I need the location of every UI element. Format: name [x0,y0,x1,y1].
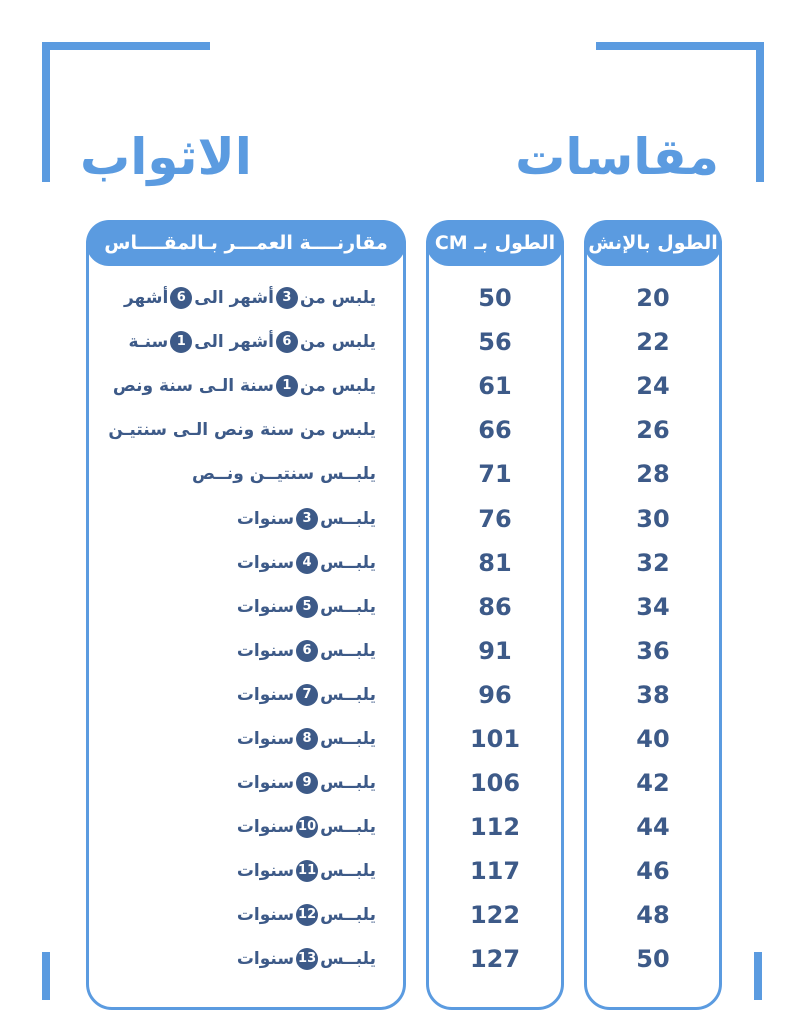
age-text [100,772,376,794]
age-text [100,684,376,706]
cm-row [426,805,564,849]
age-text [100,552,376,574]
age-segment: يلبــس [320,905,376,926]
cm-row [426,717,564,761]
cm-value: 122 [469,901,521,930]
frame-right-top [756,42,764,182]
age-segment: سنوات [236,861,295,882]
age-text [100,287,376,309]
frame-top-left [42,42,210,50]
age-segment: سنوات [236,817,295,838]
cm-rows [426,276,564,982]
age-text [100,508,376,530]
age-row [100,276,376,320]
age-row [100,585,376,629]
cm-value: 96 [478,680,512,709]
age-segment: سنوات [236,640,295,661]
cm-row [426,849,564,893]
age-segment: سنوات [236,508,295,529]
inch-value: 40 [636,724,670,753]
number-badge: 6 [170,287,192,309]
number-badge: 11 [296,860,318,882]
inch-row [584,717,722,761]
inch-row [584,408,722,452]
inch-row [584,364,722,408]
frame-left-bottom [42,952,50,1000]
age-segment: سنة الـى سنة ونص [112,376,274,397]
age-segment: يلبــس [320,596,376,617]
age-segment: يلبس من [299,288,376,309]
age-segment: يلبس من [299,332,376,353]
age-segment: يلبــس [320,817,376,838]
number-badge: 7 [296,684,318,706]
cm-row [426,276,564,320]
age-segment: يلبــس [320,552,376,573]
inch-rows [584,276,722,982]
cm-row [426,629,564,673]
age-segment: يلبــس سنتيــن ونــص [192,464,376,485]
inch-row [584,893,722,937]
age-text [100,904,376,926]
age-row [100,673,376,717]
age-text [100,860,376,882]
age-row [100,761,376,805]
cm-row [426,761,564,805]
number-badge: 6 [296,640,318,662]
age-row [100,364,376,408]
cm-value: 50 [478,284,512,313]
inch-value: 20 [636,284,670,313]
cm-row [426,541,564,585]
age-text [100,640,376,662]
number-badge: 12 [296,904,318,926]
age-segment: يلبــس [320,949,376,970]
cm-value: 76 [478,504,512,533]
age-segment: أشهر الى [194,332,274,353]
age-row [100,629,376,673]
age-row [100,893,376,937]
age-segment: يلبــس [320,861,376,882]
inch-value: 36 [636,636,670,665]
age-segment: أشهر الى [194,288,274,309]
frame-right-bottom [754,952,762,1000]
inch-value: 32 [636,548,670,577]
age-segment: يلبس من [299,376,376,397]
age-row [100,408,376,452]
number-badge: 13 [296,948,318,970]
cm-row [426,937,564,981]
age-segment: سنوات [236,773,295,794]
number-badge: 3 [296,508,318,530]
age-text [100,331,376,353]
age-segment: يلبــس [320,684,376,705]
age-segment: سنوات [236,596,295,617]
cm-value: 127 [469,945,521,974]
age-segment: يلبس من سنة ونص الـى سنتيـن [108,420,376,441]
cm-row [426,408,564,452]
age-text [100,375,376,397]
title-garments: الاثواب [80,128,252,186]
title-sizes: مقاسات [515,128,719,186]
age-row [100,717,376,761]
cm-row [426,320,564,364]
inch-row [584,673,722,717]
inch-column-header: الطول بالإنش [584,220,722,266]
cm-row [426,452,564,496]
cm-value: 71 [478,460,512,489]
inch-value: 28 [636,460,670,489]
inch-row [584,629,722,673]
age-segment: سنوات [236,905,295,926]
inch-value: 30 [636,504,670,533]
age-row [100,849,376,893]
inch-value: 38 [636,680,670,709]
cm-column-header: الطول بـ CM [426,220,564,266]
age-segment: سنـة [128,332,169,353]
number-badge: 8 [296,728,318,750]
inch-row [584,585,722,629]
number-badge: 10 [296,816,318,838]
inch-row [584,805,722,849]
inch-row [584,541,722,585]
age-segment: أشهر [123,288,169,309]
cm-value: 112 [469,813,521,842]
cm-value: 81 [478,548,512,577]
age-row [100,496,376,540]
age-text [100,596,376,618]
age-row [100,805,376,849]
age-text [100,816,376,838]
frame-left-top [42,42,50,182]
inch-row [584,496,722,540]
cm-row [426,496,564,540]
age-rows [100,276,376,982]
age-row [100,937,376,981]
inch-value: 46 [636,857,670,886]
cm-value: 86 [478,592,512,621]
number-badge: 4 [296,552,318,574]
inch-row [584,276,722,320]
number-badge: 1 [276,375,298,397]
age-column-header: مقارنــــة العمـــر بـالمقــــاس [86,220,406,266]
number-badge: 9 [296,772,318,794]
cm-value: 106 [469,769,521,798]
age-row [100,541,376,585]
cm-row [426,893,564,937]
inch-row [584,452,722,496]
cm-row [426,673,564,717]
age-text [100,948,376,970]
age-segment: سنوات [236,552,295,573]
age-segment: يلبــس [320,508,376,529]
age-segment: يلبــس [320,728,376,749]
inch-value: 48 [636,901,670,930]
inch-row [584,937,722,981]
inch-value: 24 [636,372,670,401]
inch-row [584,849,722,893]
cm-value: 91 [478,636,512,665]
age-text [100,728,376,750]
inch-value: 22 [636,328,670,357]
inch-value: 34 [636,592,670,621]
age-text [100,464,376,484]
cm-value: 117 [469,857,521,886]
inch-row [584,761,722,805]
cm-value: 101 [469,724,521,753]
inch-value: 44 [636,813,670,842]
inch-value: 42 [636,769,670,798]
number-badge: 6 [276,331,298,353]
age-segment: يلبــس [320,640,376,661]
frame-top-right [596,42,764,50]
cm-value: 61 [478,372,512,401]
age-text [100,420,376,440]
inch-value: 26 [636,416,670,445]
age-segment: سنوات [236,949,295,970]
inch-value: 50 [636,945,670,974]
age-segment: سنوات [236,684,295,705]
age-row [100,452,376,496]
cm-row [426,364,564,408]
number-badge: 5 [296,596,318,618]
age-segment: يلبــس [320,773,376,794]
age-segment: سنوات [236,728,295,749]
age-row [100,320,376,364]
cm-value: 56 [478,328,512,357]
cm-value: 66 [478,416,512,445]
inch-row [584,320,722,364]
number-badge: 3 [276,287,298,309]
number-badge: 1 [170,331,192,353]
cm-row [426,585,564,629]
